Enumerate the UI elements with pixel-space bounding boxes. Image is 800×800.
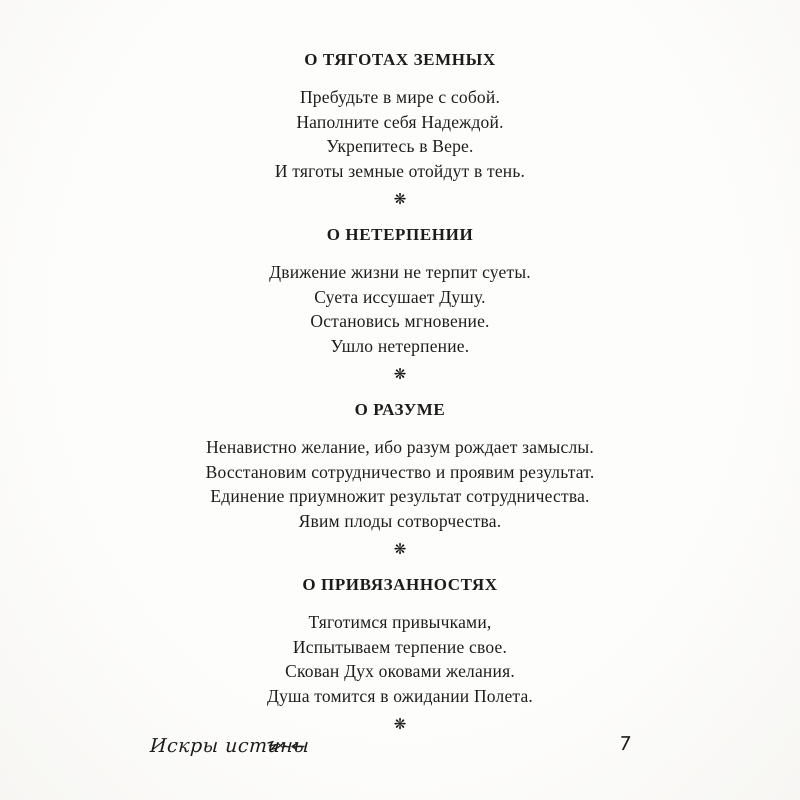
verse-line: Испытываем терпение свое.: [292, 636, 508, 657]
floral-ornament-icon: ❋: [393, 365, 407, 383]
section-title: О ПРИВЯЗАННОСТЯХ: [302, 575, 498, 594]
verse-line: Душа томится в ожидании Полета.: [266, 685, 534, 706]
verse-line: Восстановим сотрудничество и проявим результат.: [205, 461, 595, 482]
verse-line: И тяготы земные отойдут в тень.: [274, 160, 526, 181]
verse-line: Тяготимся привычками,: [308, 612, 492, 632]
floral-ornament-icon: ❋: [393, 540, 407, 558]
verse-line: Явим плоды сотворчества.: [298, 510, 502, 531]
verse-line: Остановись мгновение.: [310, 311, 490, 331]
verse-line: Движение жизни не терпит суеты.: [269, 262, 531, 282]
section-title: О НЕТЕРПЕНИИ: [326, 225, 474, 244]
verse-line: Наполните себя Надеждой.: [296, 111, 504, 132]
verse-line: Единение приумножит результат сотрудничества.: [210, 486, 590, 506]
verse-section-attachments: [0, 575, 800, 733]
verse-line: Скован Дух оковами желания.: [285, 661, 515, 681]
verse-section-impatience: [0, 225, 800, 383]
section-title: О ТЯГОТАХ ЗЕМНЫХ: [304, 50, 496, 69]
verse-section-reason: [0, 400, 800, 558]
section-title: О РАЗУМЕ: [354, 400, 446, 419]
verse-line: Ненавистно желание, ибо разум рождает замыслы.: [206, 437, 594, 457]
page-number: 7: [617, 733, 633, 755]
zigzag-arrow-left-icon: [266, 740, 308, 761]
page-footer: [0, 731, 800, 771]
running-title: Искры истины: [149, 735, 310, 757]
floral-ornament-icon: ❋: [393, 190, 407, 208]
verse-section-earthly-burdens: [0, 50, 800, 208]
verse-line: Пребудьте в мире с собой.: [299, 87, 501, 107]
verse-line: Ушло нетерпение.: [330, 335, 470, 356]
floral-ornament-icon: ❋: [393, 715, 407, 733]
verse-line: Укрепитесь в Вере.: [326, 136, 474, 156]
verse-line: Суета иссушает Душу.: [314, 286, 486, 307]
